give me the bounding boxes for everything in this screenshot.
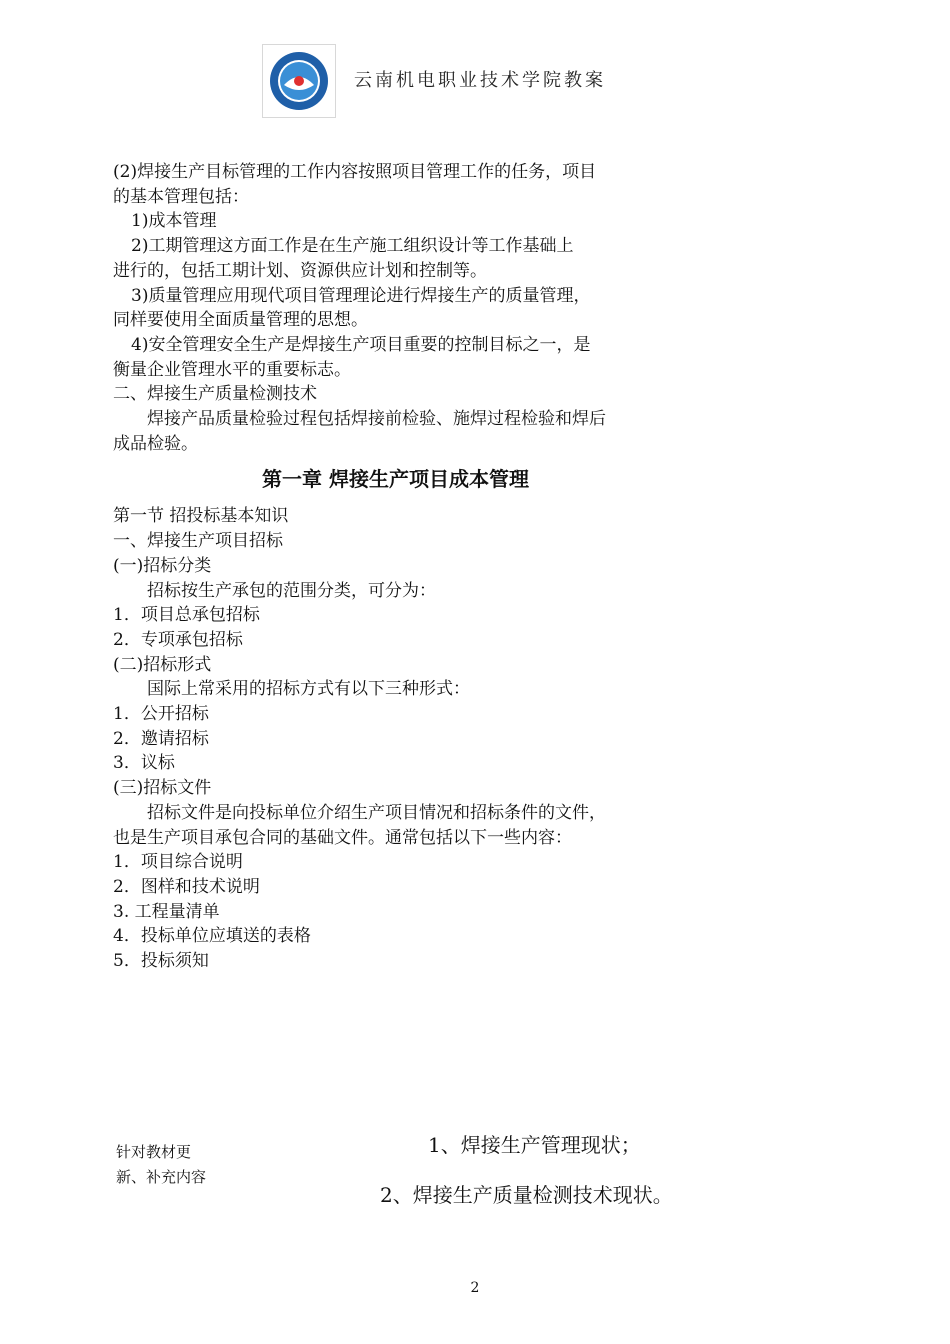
college-seal-icon: [263, 45, 335, 117]
text-line: 国际上常采用的招标方式有以下三种形式：: [147, 679, 470, 700]
text-line: 2．邀请招标: [113, 728, 209, 749]
summary-list: [380, 1120, 673, 1220]
body-text: [113, 160, 683, 974]
text-line: 2．专项承包招标: [113, 629, 243, 650]
header-title: 云南机电职业技术学院教案: [354, 70, 606, 91]
text-line: 也是生产项目承包合同的基础文件。通常包括以下一些内容：: [113, 827, 572, 848]
text-line: 3. 工程量清单: [113, 901, 220, 922]
page-header: [262, 44, 682, 116]
text-line: 一、焊接生产项目招标: [113, 531, 283, 552]
section-after: [113, 504, 683, 973]
text-line: 成品检验。: [113, 433, 198, 454]
text-line: (一)招标分类: [113, 555, 212, 576]
text-line: 2)工期管理这方面工作是在生产施工组织设计等工作基础上: [131, 236, 574, 257]
text-line: 同样要使用全面质量管理的思想。: [113, 310, 368, 331]
side-note-line: 新、补充内容: [116, 1168, 207, 1186]
text-line: 进行的，包括工期计划、资源供应计划和控制等。: [113, 260, 487, 281]
side-note-line: 针对教材更: [116, 1143, 192, 1161]
section-before: [113, 160, 683, 456]
chapter-title: 第一章 焊接生产项目成本管理: [262, 467, 529, 492]
text-line: 二、焊接生产质量检测技术: [113, 384, 317, 405]
text-line: 1．公开招标: [113, 704, 209, 725]
page-number: 2: [470, 1280, 480, 1296]
text-line: 3．议标: [113, 753, 175, 774]
text-line: 招标按生产承包的范围分类，可分为：: [147, 580, 436, 601]
text-line: 3)质量管理应用现代项目管理理论进行焊接生产的质量管理，: [131, 285, 591, 306]
text-line: 的基本管理包括：: [113, 186, 249, 207]
text-line: 1)成本管理: [131, 211, 217, 232]
text-line: 5．投标须知: [113, 951, 209, 972]
text-line: (2)焊接生产目标管理的工作内容按照项目管理工作的任务，项目: [113, 162, 597, 182]
summary-item: 2、焊接生产质量检测技术现状。: [380, 1183, 673, 1207]
text-line: 第一节 招投标基本知识: [113, 506, 289, 527]
text-line: 1．项目总承包招标: [113, 605, 260, 626]
text-line: 4)安全管理安全生产是焊接生产项目重要的控制目标之一，是: [131, 334, 591, 355]
college-logo: [262, 44, 336, 118]
summary-item: 1、焊接生产管理现状；: [428, 1133, 641, 1157]
text-line: 1．项目综合说明: [113, 852, 243, 873]
text-line: 焊接产品质量检验过程包括焊接前检验、施焊过程检验和焊后: [147, 409, 606, 430]
text-line: 4．投标单位应填送的表格: [113, 926, 311, 947]
text-line: 衡量企业管理水平的重要标志。: [113, 359, 351, 380]
text-line: 招标文件是向投标单位介绍生产项目情况和招标条件的文件，: [147, 802, 606, 823]
text-line: (二)招标形式: [113, 654, 212, 675]
text-line: (三)招标文件: [113, 778, 212, 799]
side-note: [116, 1140, 206, 1190]
text-line: 2．图样和技术说明: [113, 876, 260, 897]
